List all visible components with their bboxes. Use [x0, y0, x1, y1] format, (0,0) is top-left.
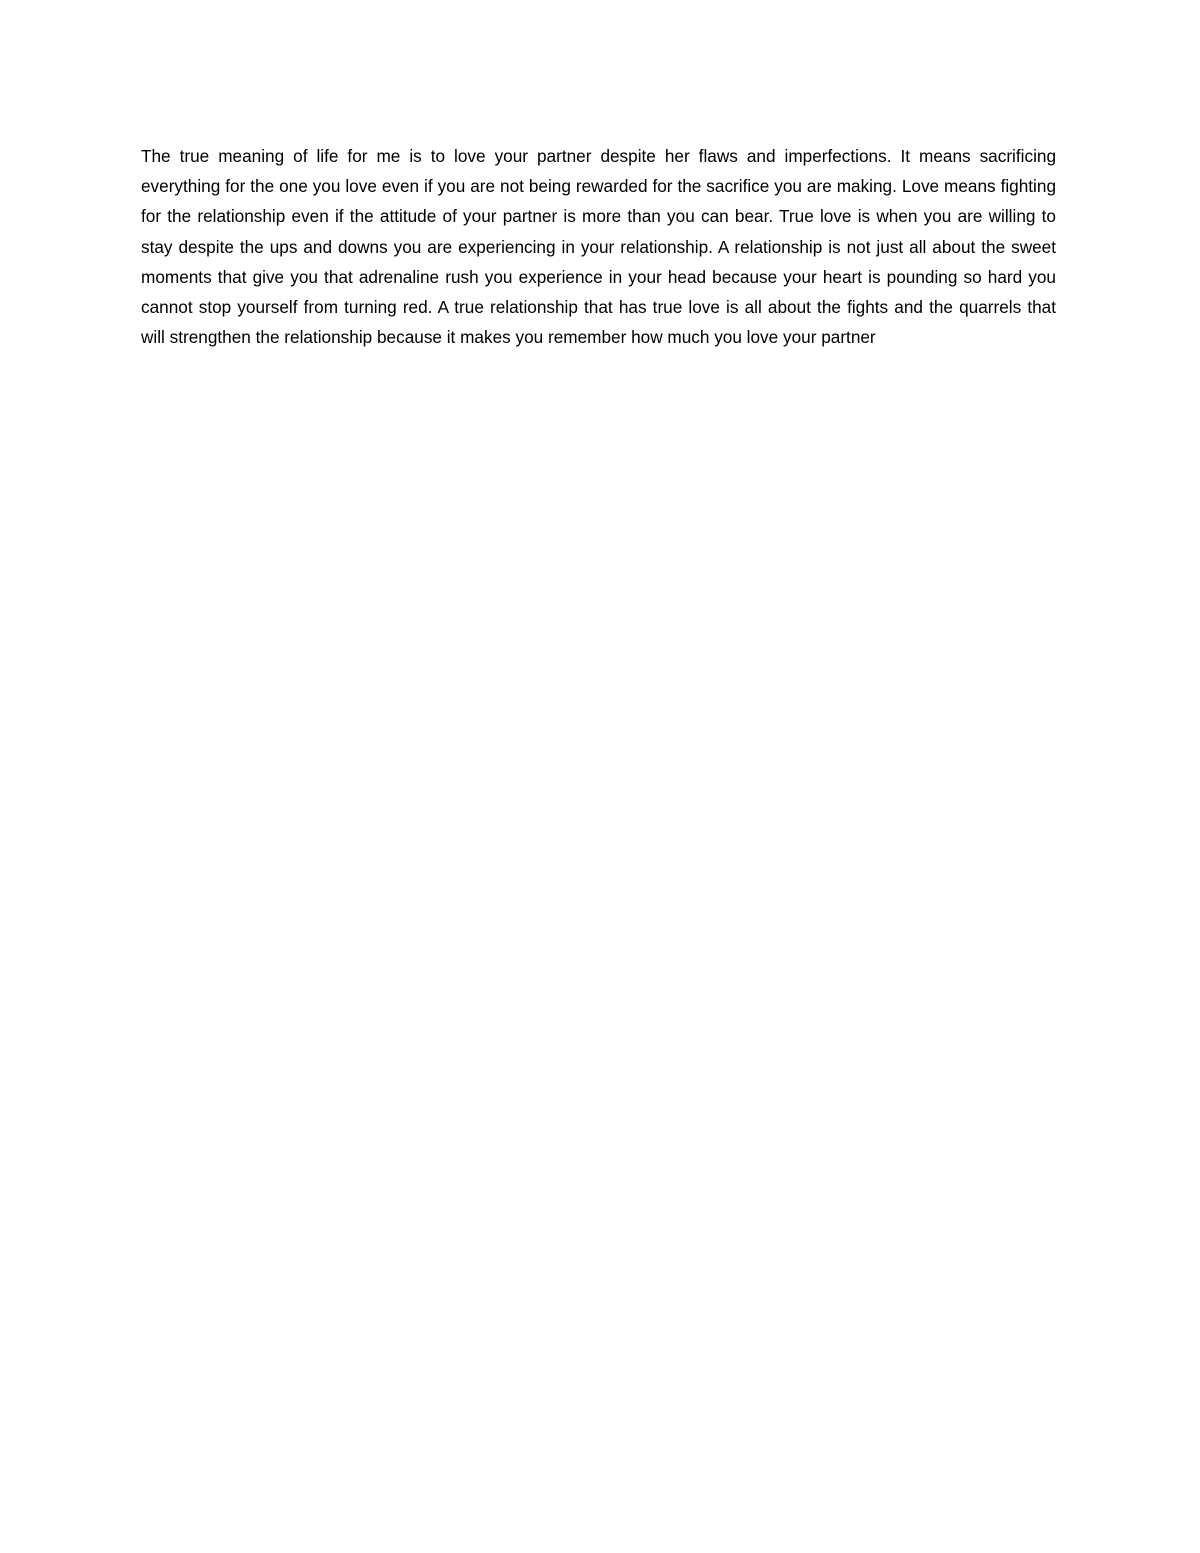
body-paragraph: The true meaning of life for me is to love your partner despite her flaws and imperfections. It means sacrificing everything for the one you love even if you are not being rewarded for the sacrifice you are making. Love means fighting for the relationship even if the attitude of your partner is more than you can bear. True love is when you are willing to stay despite the ups and downs you are experiencing in your relationship. A relationship is not just all about the sweet moments that give you that adrenaline rush you experience in your head because your heart is pounding so hard you cannot stop yourself from turning red. A true relationship that has true love is all about the fights and the quarrels that will strengthen the relationship because it makes you remember how much you love your partner — [141, 146, 1056, 348]
